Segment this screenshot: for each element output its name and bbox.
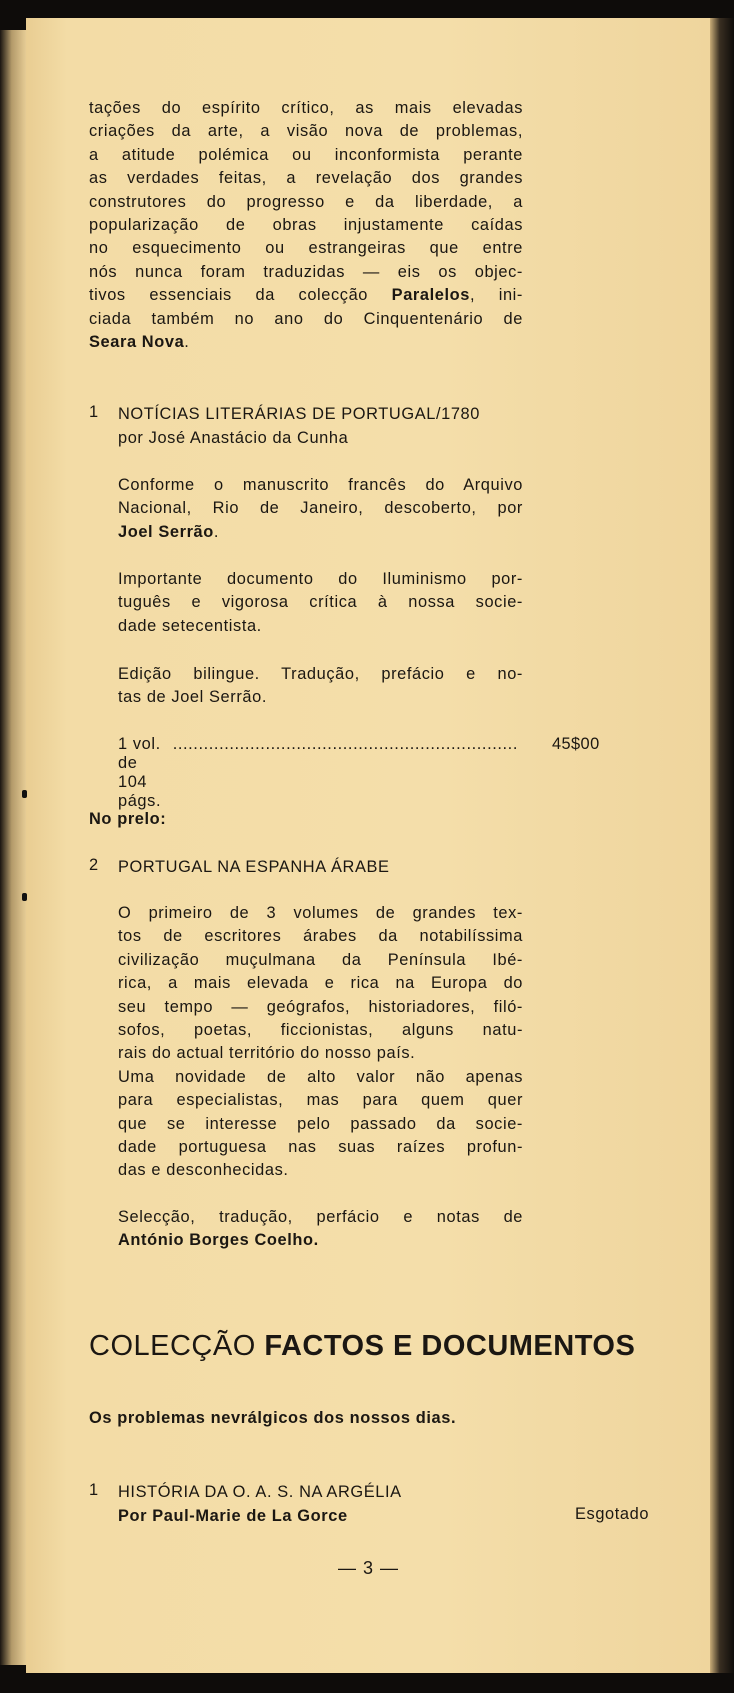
price: 45$00: [552, 735, 600, 753]
person-name: Joel Serrão: [118, 522, 214, 541]
heading-word: COLECÇÃO: [89, 1330, 256, 1362]
text-line: rica, a mais elevada e rica na Europa do: [118, 974, 523, 993]
text-line: [118, 1229, 523, 1252]
item-author: por José Anastácio da Cunha: [118, 429, 349, 447]
text-line: Conforme o manuscrito francês do Arquivo: [118, 476, 523, 494]
text-line: ciada também no ano do Cinquentenário de: [89, 309, 523, 328]
page-number: — 3 —: [338, 1558, 400, 1578]
text-line: dade portuguesa nas suas raízes profun-: [118, 1138, 523, 1157]
text-line: as verdades feitas, a revelação dos grandes: [89, 169, 523, 188]
volume-line: [118, 735, 524, 811]
text-line: para especialistas, mas para quem quer: [118, 1091, 523, 1110]
text-line: a atitude polémica ou inconformista perante: [89, 145, 523, 164]
text-fragment: .: [213, 522, 220, 541]
text-line: no esquecimento ou estrangeiras que entre: [89, 239, 523, 258]
text-line: que se interesse pelo passado da socie-: [118, 1114, 523, 1133]
collection-name: FACTOS E DOCUMENTOS: [264, 1330, 636, 1362]
text-line: criações da arte, a visão nova de problemas,: [89, 122, 523, 141]
collection-name-paralelos: Paralelos: [391, 286, 470, 305]
collection-subtitle: Os problemas nevrálgicos dos nossos dias.: [89, 1409, 457, 1427]
page-right-edge: [710, 18, 734, 1673]
item-title: PORTUGAL NA ESPANHA ÁRABE: [118, 858, 390, 876]
text-line: construtores do progresso e da liberdade, a: [89, 192, 523, 211]
text-line: O primeiro de 3 volumes de grandes tex-: [118, 904, 523, 922]
text-fragment: , ini-: [469, 286, 523, 305]
text-line: Nacional, Rio de Janeiro, descoberto, por: [118, 499, 523, 518]
item-title: HISTÓRIA DA O. A. S. NA ARGÉLIA: [118, 1483, 402, 1501]
text-line: Edição bilingue. Tradução, prefácio e no-: [118, 665, 523, 683]
text-line: rais do actual território do nosso país.: [118, 1044, 416, 1063]
status-label: Esgotado: [575, 1505, 650, 1523]
text-fragment: .: [184, 333, 190, 352]
text-line: Importante documento do Iluminismo por-: [118, 570, 523, 588]
text-line: popularização de obras injustamente caídas: [89, 216, 523, 235]
text-line: tuguês e vigorosa crítica à nossa socie-: [118, 593, 523, 612]
text-line: Uma novidade de alto valor não apenas: [118, 1067, 523, 1086]
volume-info: 1 vol. de 104 págs.: [118, 735, 162, 810]
seara-nova: Seara Nova: [89, 333, 185, 352]
text-line: [89, 331, 523, 354]
text-line: nós nunca foram traduzidas — eis os objec-: [89, 262, 523, 281]
binding-mark: [22, 790, 27, 798]
binding-mark: [22, 893, 27, 901]
text-line: tas de Joel Serrão.: [118, 688, 267, 707]
text-line: sofos, poetas, ficcionistas, alguns natu-: [118, 1021, 523, 1040]
text-line: seu tempo — geógrafos, historiadores, filó-: [118, 997, 523, 1016]
item-credits: [118, 1206, 523, 1253]
item-title: NOTÍCIAS LITERÁRIAS DE PORTUGAL/1780: [118, 405, 480, 423]
item-author: Por Paul-Marie de La Gorce: [118, 1507, 348, 1525]
text-line: civilização muçulmana da Península Ibé-: [118, 950, 523, 969]
item-description: [118, 663, 523, 710]
item-number: 2: [89, 856, 99, 874]
text-line: tos de escritores árabes da notabilíssima: [118, 927, 523, 946]
intro-paragraph: [89, 97, 523, 354]
text-line: dade setecentista.: [118, 616, 262, 635]
text-line: tações do espírito crítico, as mais elevadas: [89, 99, 523, 117]
text-line: Selecção, tradução, perfácio e notas de: [118, 1208, 523, 1226]
item-description: [118, 568, 523, 638]
text-line: [89, 284, 523, 307]
collection-heading: [89, 1330, 635, 1363]
item-number: 1: [89, 1481, 99, 1499]
page-left-edge: [0, 30, 26, 1665]
text-fragment: tivos essenciais da colecção: [89, 286, 369, 305]
person-name: António Borges Coelho.: [118, 1231, 319, 1250]
item-description: [118, 902, 523, 1183]
item-description: [118, 474, 523, 544]
section-label: No prelo:: [89, 810, 167, 828]
dot-leader: ...................................................................: [172, 735, 518, 753]
text-line: das e desconhecidas.: [118, 1161, 289, 1180]
text-line: [118, 521, 523, 544]
item-number: 1: [89, 403, 99, 421]
